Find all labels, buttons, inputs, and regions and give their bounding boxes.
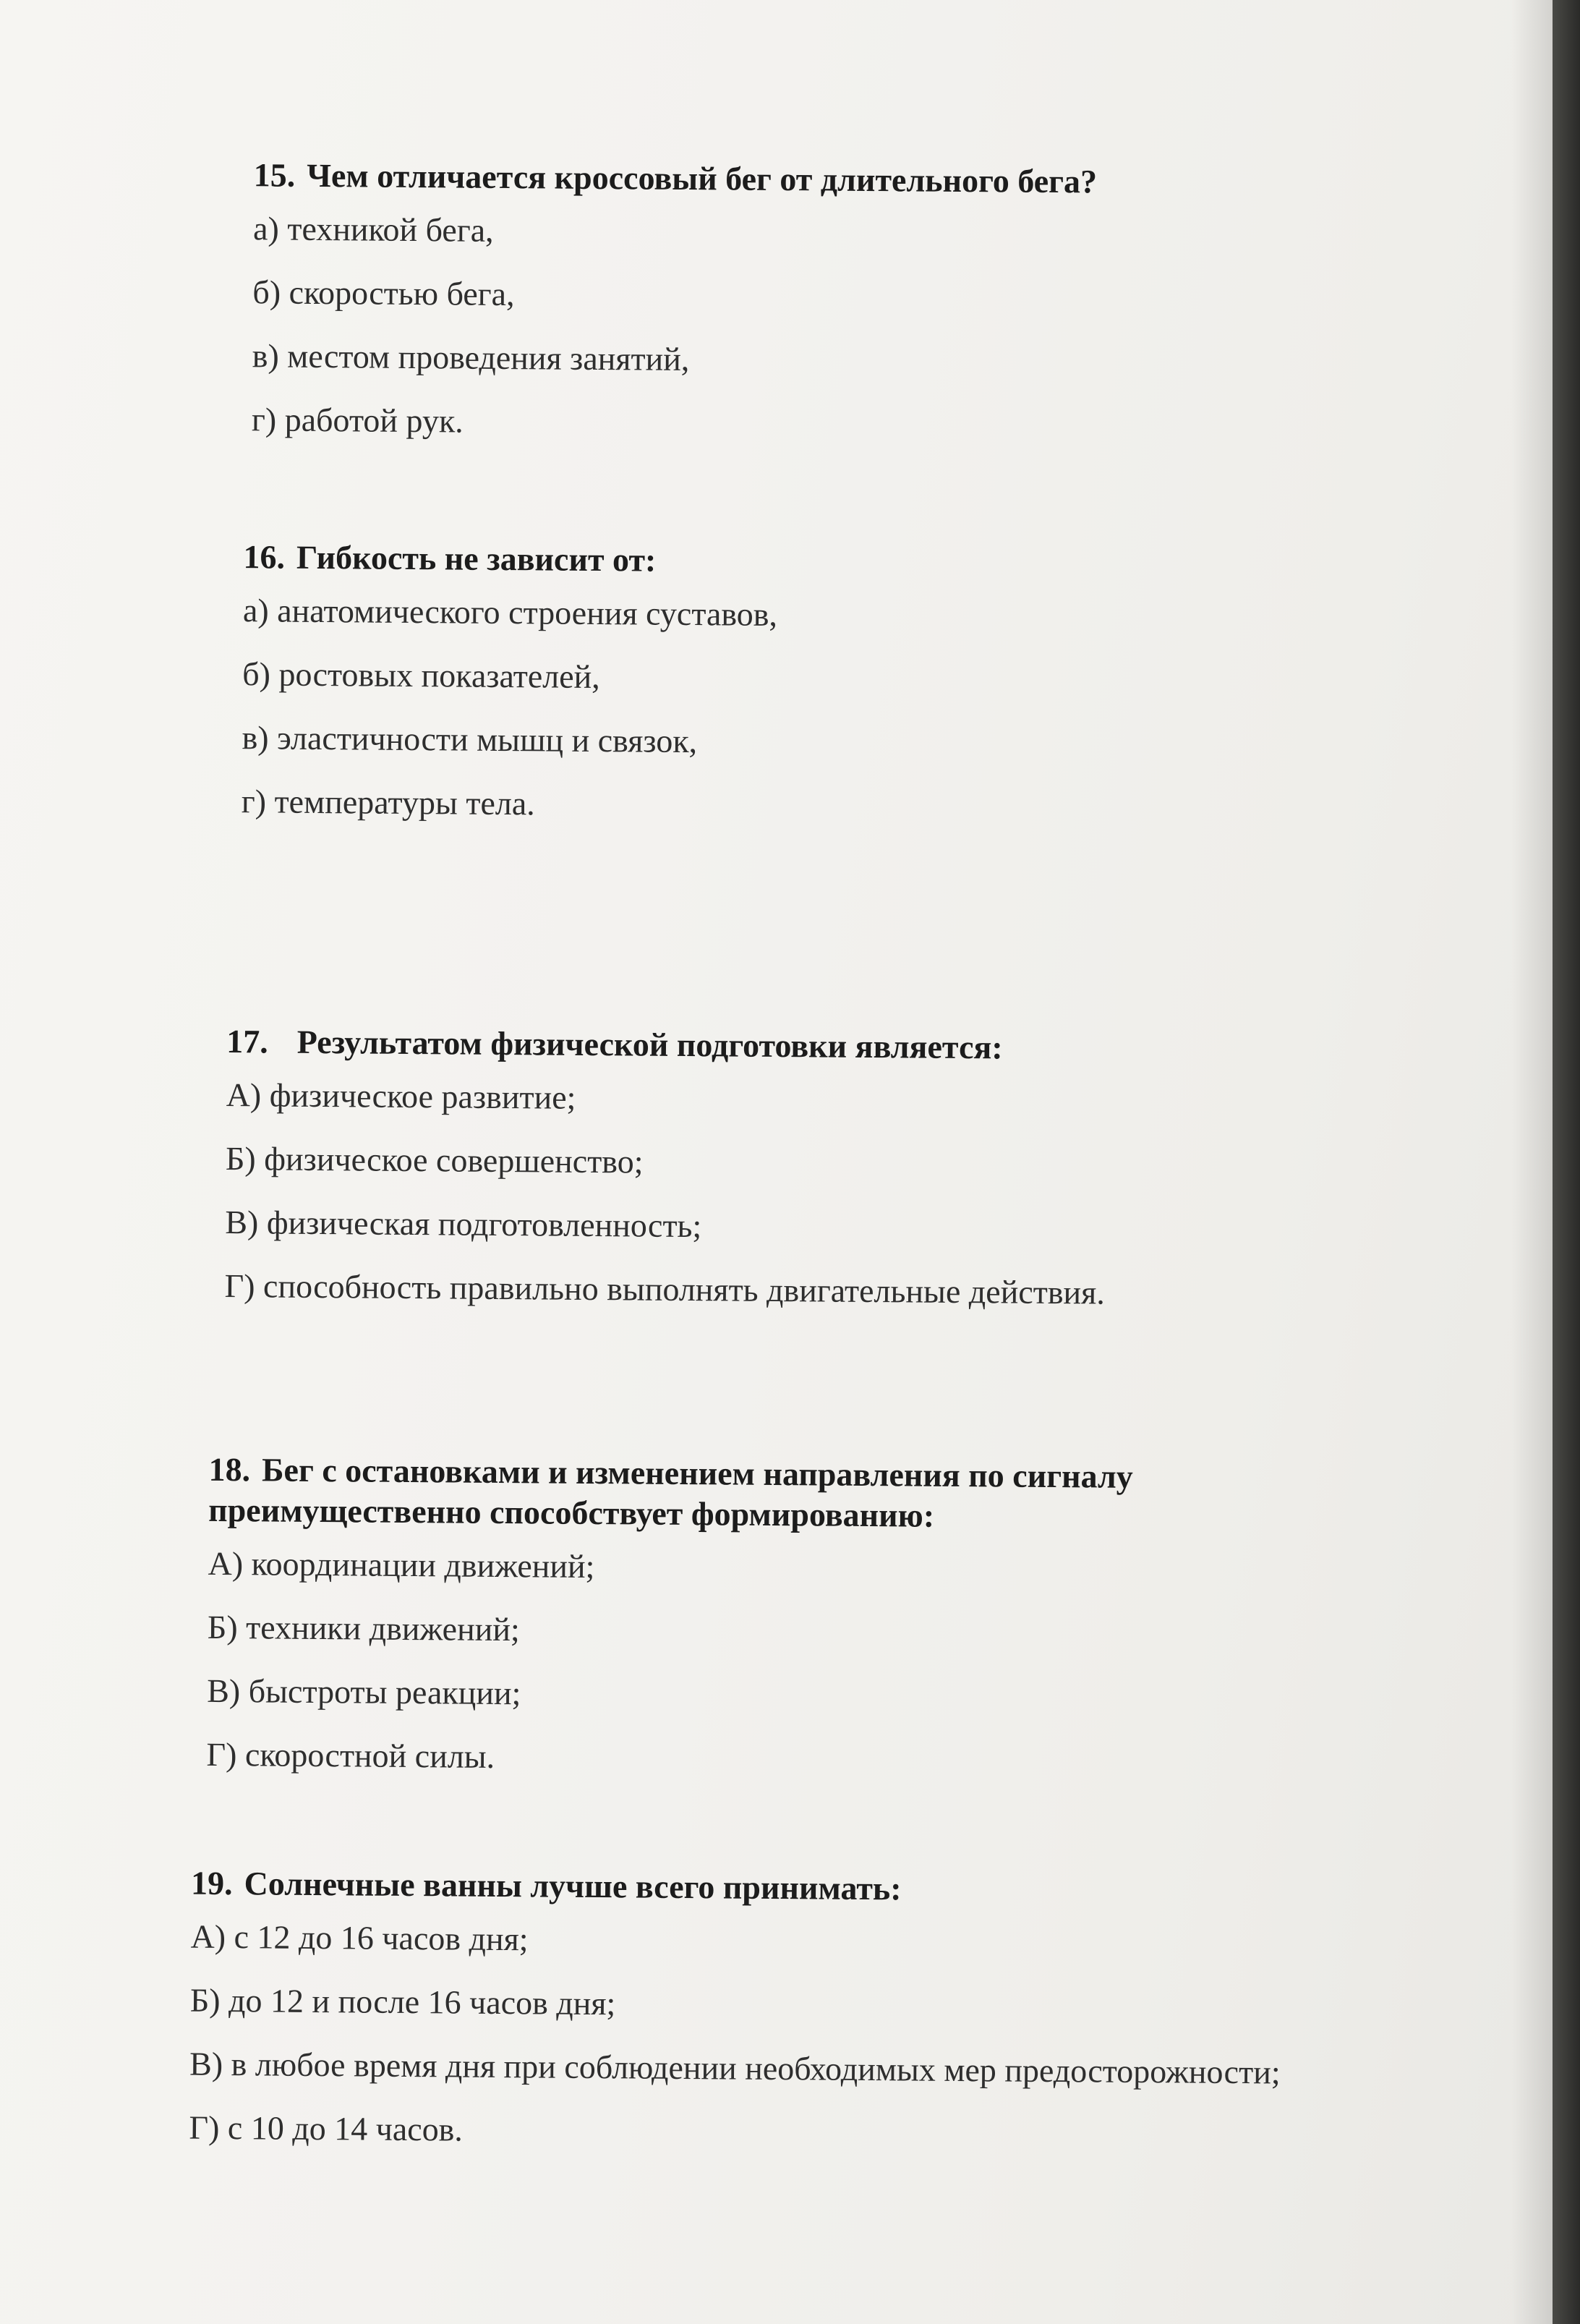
question-15 — [252, 155, 1098, 469]
question-17 — [224, 1021, 1107, 1337]
question-number: 19. — [190, 1864, 233, 1902]
question-title — [243, 537, 777, 582]
answer-option-c: в) эластичности мышц и связок, — [242, 719, 698, 760]
question-text: Солнечные ванны лучше всего принимать: — [244, 1865, 902, 1907]
question-number: 17. — [226, 1023, 268, 1060]
answer-option-b: б) ростовых показателей, — [242, 655, 600, 696]
answer-option-b: Б) физическое совершенство; — [225, 1140, 644, 1180]
answer-option-d: Г) способность правильно выполнять двигательные действия. — [224, 1267, 1106, 1311]
question-text: Чем отличается кроссовый бег от длительного бега? — [306, 156, 1098, 200]
question-title — [253, 155, 1097, 202]
answer-option-b: Б) до 12 и после 16 часов дня; — [189, 1981, 616, 2022]
answer-option-d: г) температуры тела. — [241, 783, 535, 822]
answer-option-b: Б) техники движений; — [207, 1608, 520, 1648]
question-title — [226, 1021, 1107, 1069]
question-number: 16. — [243, 538, 286, 576]
question-text: Гибкость не зависит от: — [296, 538, 657, 579]
question-text: Результатом физической подготовки является: — [296, 1023, 1003, 1066]
background-edge — [1553, 0, 1580, 2324]
answer-option-d: Г) скоростной силы. — [206, 1735, 495, 1775]
answer-option-c: В) в любое время дня при соблюдении необходимых мер предосторожности; — [189, 2045, 1281, 2091]
question-title — [208, 1450, 1337, 1539]
answer-option-b: б) скоростью бега, — [252, 273, 515, 313]
answer-option-d: г) работой рук. — [251, 401, 464, 440]
answer-option-a: А) с 12 до 16 часов дня; — [190, 1917, 529, 1958]
question-title — [191, 1863, 1282, 1912]
answer-option-c: в) местом проведения занятий, — [252, 337, 690, 378]
answer-option-a: А) физическое развитие; — [226, 1076, 576, 1116]
answer-option-c: В) быстроты реакции; — [207, 1672, 521, 1712]
answer-option-a: а) анатомического строения суставов, — [242, 592, 778, 633]
question-text: Бег с остановками и изменением направления по сигналу преимущественно способствует формированию: — [208, 1451, 1134, 1534]
question-19 — [189, 1863, 1282, 2180]
question-18 — [206, 1450, 1337, 1807]
question-number: 15. — [253, 156, 296, 194]
answer-option-a: А) координации движений; — [208, 1544, 595, 1585]
answer-option-c: В) физическая подготовленность; — [225, 1204, 702, 1245]
question-number: 18. — [208, 1450, 251, 1489]
answer-option-d: Г) с 10 до 14 часов. — [189, 2108, 464, 2148]
answer-option-a: а) техникой бега, — [252, 210, 494, 249]
question-16 — [241, 537, 777, 849]
